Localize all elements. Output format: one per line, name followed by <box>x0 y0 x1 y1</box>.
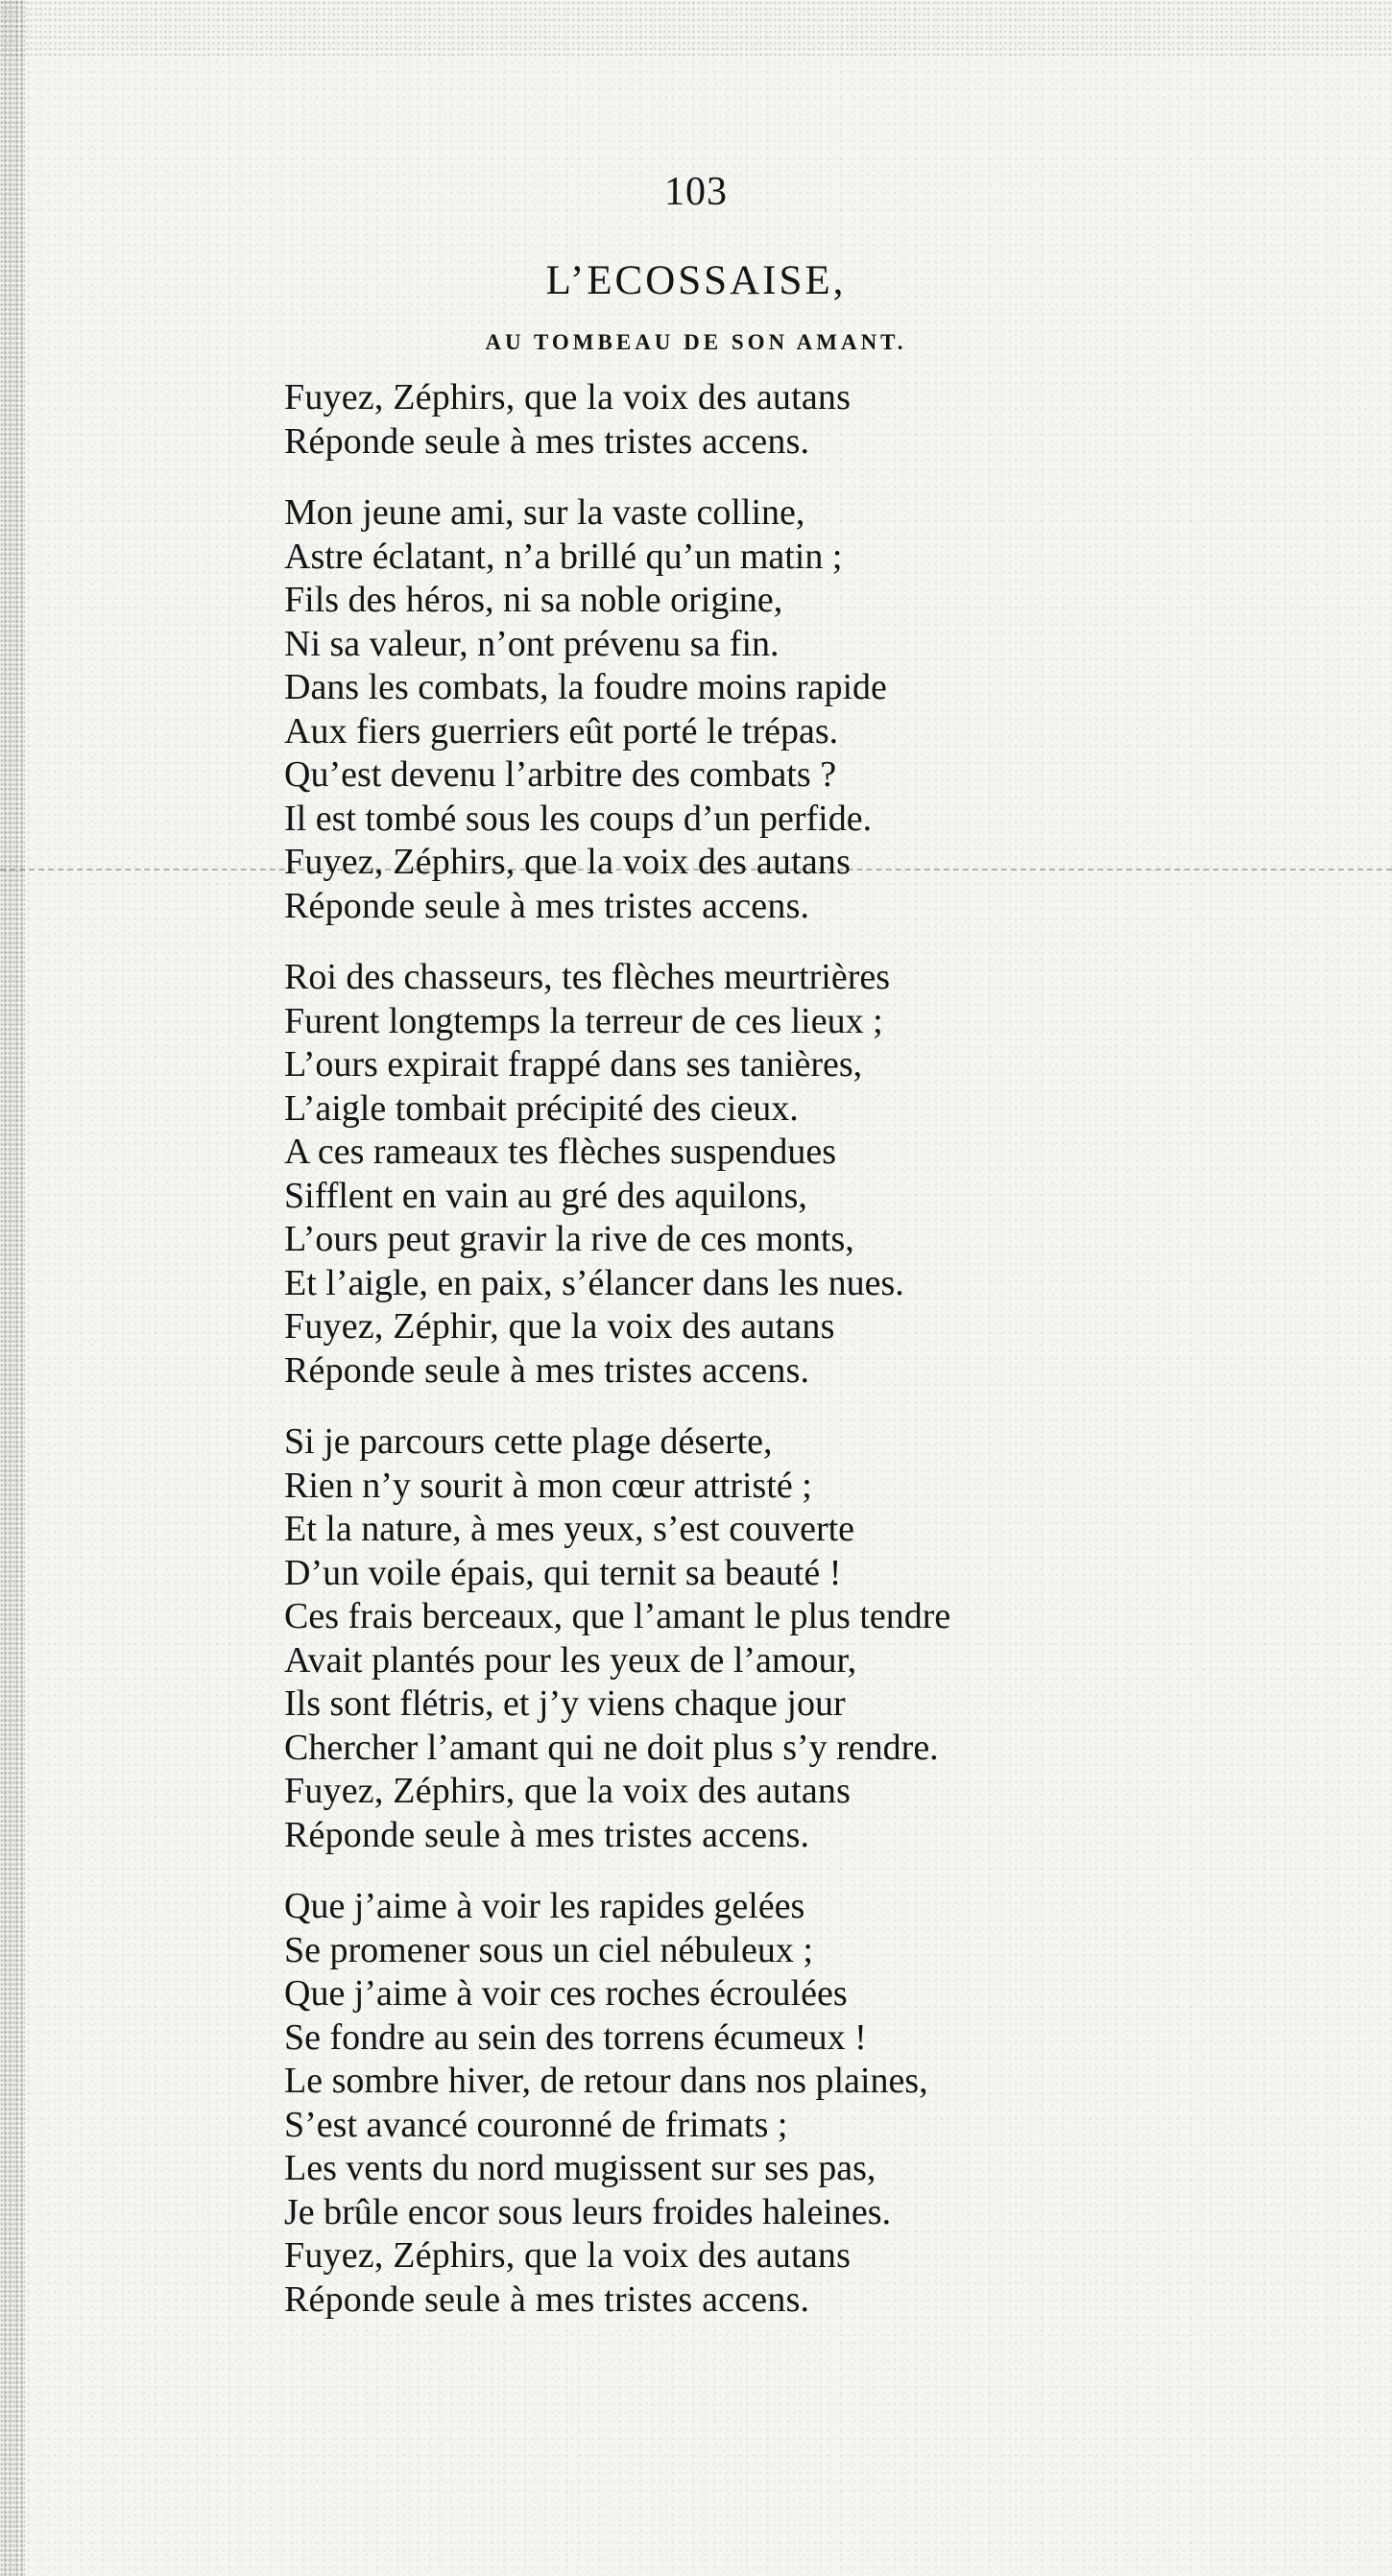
poem-line: Qu’est devenu l’arbitre des combats ? <box>284 754 837 795</box>
poem-line-refrain: Fuyez, Zéphirs, que la voix des autans <box>284 1771 852 1811</box>
poem-line: Si je parcours cette plage déserte, <box>284 1421 773 1462</box>
poem-line: Les vents du nord mugissent sur ses pas, <box>284 2148 876 2188</box>
poem-line: Ces frais berceaux, que l’amant le plus tendre <box>284 1596 951 1636</box>
poem-line-refrain: Fuyez, Zéphirs, que la voix des autans <box>284 842 852 882</box>
poem-line: Roi des chasseurs, tes flèches meurtrières <box>284 957 891 997</box>
poem-line: Il est tombé sous les coups d’un perfide. <box>284 798 873 839</box>
poem-line: Ils sont flétris, et j’y viens chaque jour <box>284 1683 846 1724</box>
poem-line: Avait plantés pour les yeux de l’amour, <box>284 1639 857 1681</box>
poem-line: Furent longtemps la terreur de ces lieux ; <box>284 1000 883 1041</box>
poem-line-refrain: Réponde seule à mes tristes accens. <box>284 1349 810 1391</box>
poem-line: Que j’aime à voir les rapides gelées <box>284 1886 805 1926</box>
poem-line: A ces rameaux tes flèches suspendues <box>284 1132 837 1172</box>
poem-line: Rien n’y sourit à mon cœur attristé ; <box>284 1465 812 1506</box>
poem-line: Sifflent en vain au gré des aquilons, <box>284 1175 807 1216</box>
poem-line: Et l’aigle, en paix, s’élancer dans les nues. <box>284 1262 904 1303</box>
poem-subtitle: AU TOMBEAU DE SON AMANT. <box>485 330 907 354</box>
poem-line: L’ours expirait frappé dans ses tanières, <box>284 1044 863 1085</box>
poem-line: L’ours peut gravir la rive de ces monts, <box>284 1219 854 1259</box>
poem-line: Je brûle encor sous leurs froides haleines. <box>284 2191 892 2232</box>
poem-line: Le sombre hiver, de retour dans nos plaines, <box>284 2061 928 2101</box>
stanza-1 <box>284 491 1340 928</box>
poem-line: Chercher l’amant qui ne doit plus s’y rendre. <box>284 1727 939 1768</box>
poem-line: Astre éclatant, n’a brillé qu’un matin ; <box>284 536 843 577</box>
poem-line: Fils des héros, ni sa noble origine, <box>284 580 783 620</box>
poem-line: Se promener sous un ciel nébuleux ; <box>284 1929 813 1970</box>
page-number: 103 <box>664 170 728 214</box>
poem-line: Dans les combats, la foudre moins rapide <box>284 667 887 707</box>
refrain-opening <box>284 376 1340 464</box>
poem-line-refrain: Réponde seule à mes tristes accens. <box>284 885 810 926</box>
poem-line: Aux fiers guerriers eût porté le trépas. <box>284 710 839 751</box>
stanza-2 <box>284 956 1340 1393</box>
poem-line-refrain: Fuyez, Zéphirs, que la voix des autans <box>284 2235 852 2276</box>
poem-body <box>284 376 1340 2349</box>
poem-line: D’un voile épais, qui ternit sa beauté ! <box>284 1552 842 1593</box>
poem-line: Réponde seule à mes tristes accens. <box>284 420 810 462</box>
poem-line: Fuyez, Zéphirs, que la voix des autans <box>284 377 852 417</box>
poem-title: L’ECOSSAISE, <box>545 258 847 303</box>
poem-line: S’est avancé couronné de frimats ; <box>284 2104 788 2145</box>
poem-line-refrain: Fuyez, Zéphir, que la voix des autans <box>284 1306 835 1347</box>
stanza-3 <box>284 1420 1340 1857</box>
poem-line: L’aigle tombait précipité des cieux. <box>284 1087 799 1129</box>
poem-line: Mon jeune ami, sur la vaste colline, <box>284 492 805 533</box>
poem-line: Que j’aime à voir ces roches écroulées <box>284 1973 848 2014</box>
poem-line-refrain: Réponde seule à mes tristes accens. <box>284 1814 810 1855</box>
poem-line: Et la nature, à mes yeux, s’est couverte <box>284 1509 855 1549</box>
poem-line-refrain: Réponde seule à mes tristes accens. <box>284 2278 810 2320</box>
poem-line: Ni sa valeur, n’ont prévenu sa fin. <box>284 623 780 664</box>
poem-line: Se fondre au sein des torrens écumeux ! <box>284 2016 867 2058</box>
stanza-4 <box>284 1885 1340 2322</box>
